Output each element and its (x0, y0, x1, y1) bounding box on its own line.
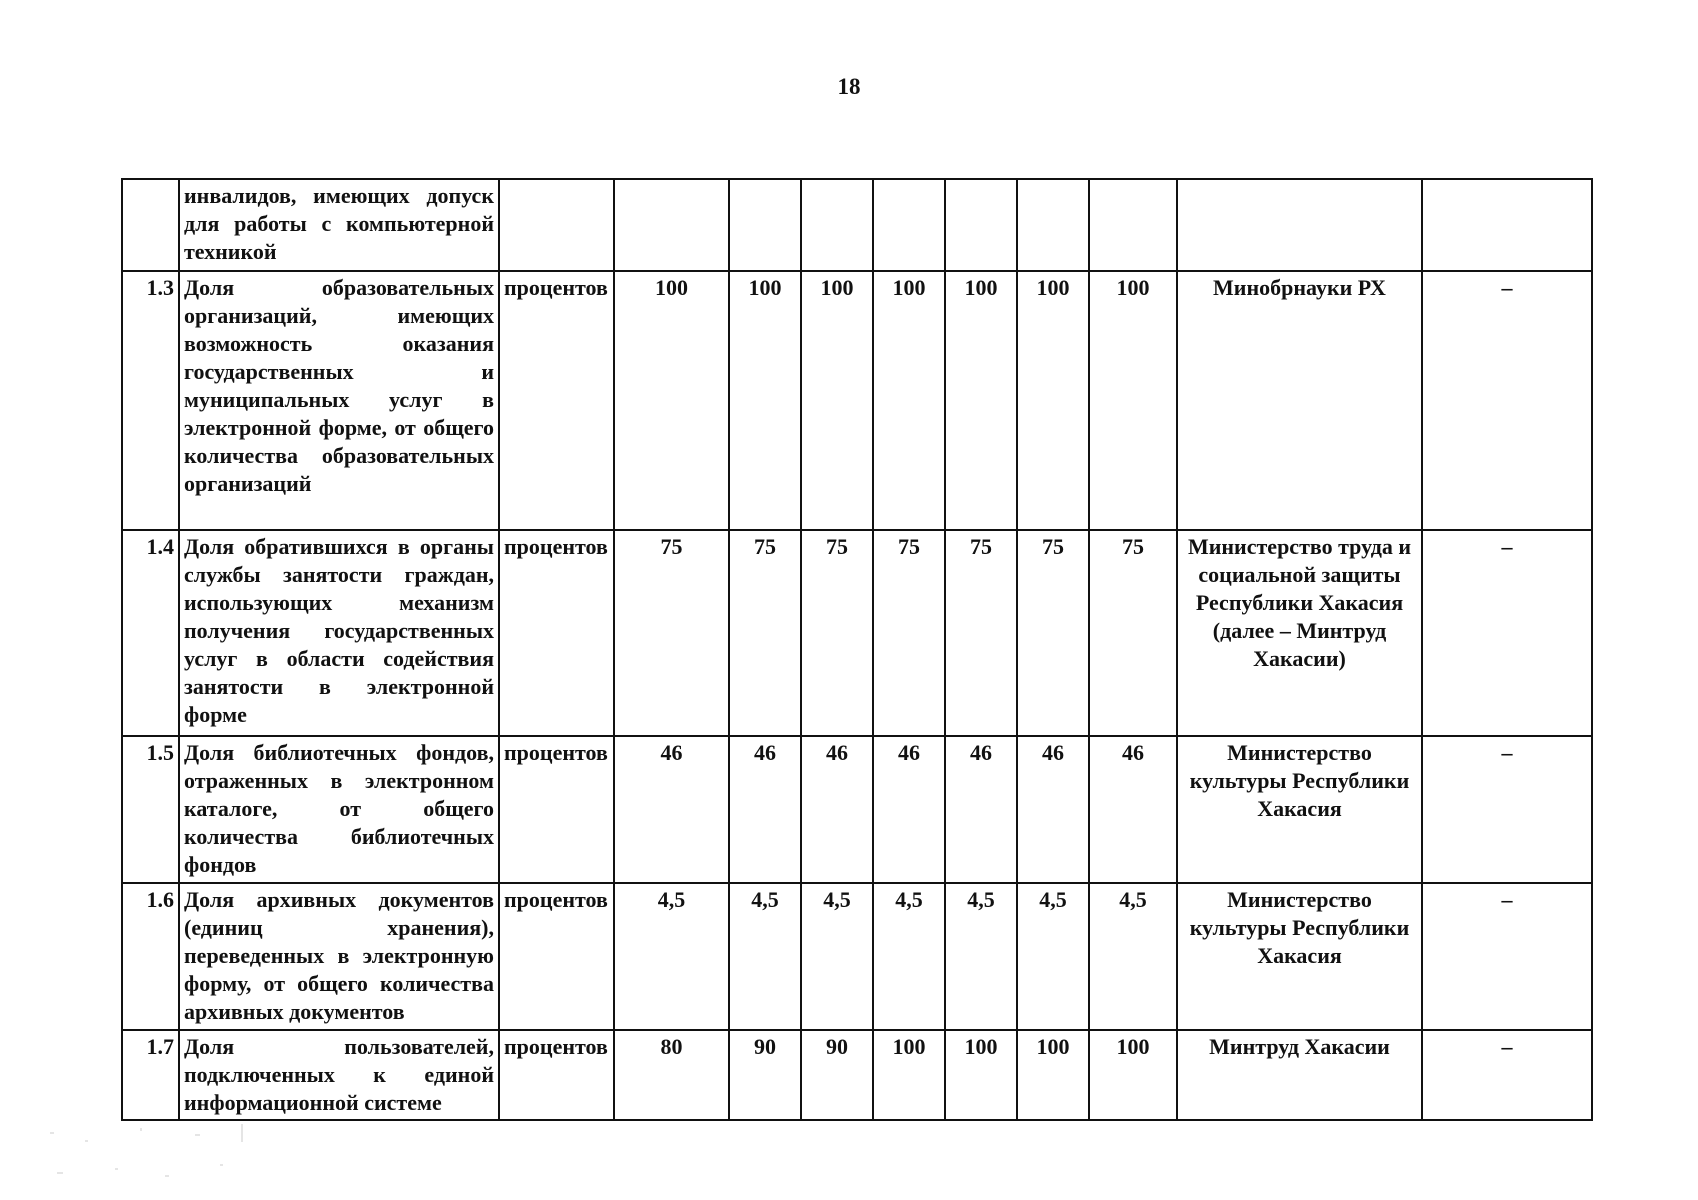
value-cell-1: 100 (614, 271, 729, 530)
value-cell-2: 90 (729, 1030, 801, 1120)
value-cell-6 (1017, 179, 1089, 271)
indicator-description-cell: Доля образовательных организаций, имеющих возможность оказания государственных и муниципальных услуг в электронной форме, от общего количества образовательных организаций (179, 271, 499, 530)
indicator-description-cell: Доля пользователей, подключенных к единой информационной системе (179, 1030, 499, 1120)
value-cell-7: 4,5 (1089, 883, 1177, 1030)
note-cell: – (1422, 736, 1592, 883)
note-cell (1422, 179, 1592, 271)
value-cell-2: 100 (729, 271, 801, 530)
row-number-cell: 1.4 (122, 530, 179, 736)
value-cell-1: 80 (614, 1030, 729, 1120)
indicator-description-cell: Доля обратившихся в органы службы занятости граждан, использующих механизм получения государственных услуг в области содействия занятости в электронной форме (179, 530, 499, 736)
value-cell-4: 100 (873, 1030, 945, 1120)
value-cell-2 (729, 179, 801, 271)
value-cell-4: 4,5 (873, 883, 945, 1030)
indicator-description-cell: Доля архивных документов (единиц хранения), переведенных в электронную форму, от общего количества архивных документов (179, 883, 499, 1030)
table-row (122, 736, 1592, 883)
unit-cell: процентов (499, 271, 614, 530)
row-number-cell: 1.6 (122, 883, 179, 1030)
table-row (122, 271, 1592, 530)
table-row (122, 1030, 1592, 1120)
value-cell-5: 4,5 (945, 883, 1017, 1030)
unit-cell: процентов (499, 530, 614, 736)
note-cell: – (1422, 530, 1592, 736)
value-cell-4 (873, 179, 945, 271)
value-cell-3 (801, 179, 873, 271)
executor-cell: Минтруд Хакасии (1177, 1030, 1422, 1120)
table-row (122, 530, 1592, 736)
table-row (122, 883, 1592, 1030)
value-cell-5: 100 (945, 1030, 1017, 1120)
row-number-cell (122, 179, 179, 271)
scan-artifact-marks (45, 1120, 265, 1190)
value-cell-7: 46 (1089, 736, 1177, 883)
executor-cell: Минобрнауки РХ (1177, 271, 1422, 530)
value-cell-3: 4,5 (801, 883, 873, 1030)
value-cell-5: 100 (945, 271, 1017, 530)
unit-cell: процентов (499, 1030, 614, 1120)
note-cell: – (1422, 1030, 1592, 1120)
value-cell-3: 100 (801, 271, 873, 530)
value-cell-5: 75 (945, 530, 1017, 736)
note-cell: – (1422, 271, 1592, 530)
value-cell-3: 90 (801, 1030, 873, 1120)
note-cell: – (1422, 883, 1592, 1030)
table-row (122, 179, 1592, 271)
page-number: 18 (837, 74, 861, 99)
value-cell-5 (945, 179, 1017, 271)
value-cell-2: 4,5 (729, 883, 801, 1030)
value-cell-2: 75 (729, 530, 801, 736)
value-cell-6: 4,5 (1017, 883, 1089, 1030)
row-number-cell: 1.5 (122, 736, 179, 883)
executor-cell: Министерство культуры Республики Хакасия (1177, 736, 1422, 883)
value-cell-3: 46 (801, 736, 873, 883)
value-cell-6: 100 (1017, 1030, 1089, 1120)
value-cell-7: 100 (1089, 271, 1177, 530)
value-cell-5: 46 (945, 736, 1017, 883)
executor-cell: Министерство труда и социальной защиты Республики Хакасия (далее – Минтруд Хакасии) (1177, 530, 1422, 736)
executor-cell (1177, 179, 1422, 271)
indicator-description-cell: инвалидов, имеющих допуск для работы с компьютерной техникой (179, 179, 499, 271)
value-cell-2: 46 (729, 736, 801, 883)
unit-cell: процентов (499, 883, 614, 1030)
value-cell-4: 100 (873, 271, 945, 530)
value-cell-7: 100 (1089, 1030, 1177, 1120)
row-number-cell: 1.7 (122, 1030, 179, 1120)
table-body (122, 179, 1592, 1120)
value-cell-1: 75 (614, 530, 729, 736)
value-cell-6: 75 (1017, 530, 1089, 736)
unit-cell (499, 179, 614, 271)
executor-cell: Министерство культуры Республики Хакасия (1177, 883, 1422, 1030)
value-cell-1: 46 (614, 736, 729, 883)
value-cell-3: 75 (801, 530, 873, 736)
value-cell-1 (614, 179, 729, 271)
value-cell-4: 46 (873, 736, 945, 883)
row-number-cell: 1.3 (122, 271, 179, 530)
indicator-description-cell: Доля библиотечных фондов, отраженных в электронном каталоге, от общего количества библиотечных фондов (179, 736, 499, 883)
value-cell-6: 100 (1017, 271, 1089, 530)
value-cell-6: 46 (1017, 736, 1089, 883)
value-cell-4: 75 (873, 530, 945, 736)
value-cell-7 (1089, 179, 1177, 271)
unit-cell: процентов (499, 736, 614, 883)
value-cell-7: 75 (1089, 530, 1177, 736)
value-cell-1: 4,5 (614, 883, 729, 1030)
indicators-table (121, 178, 1593, 1121)
